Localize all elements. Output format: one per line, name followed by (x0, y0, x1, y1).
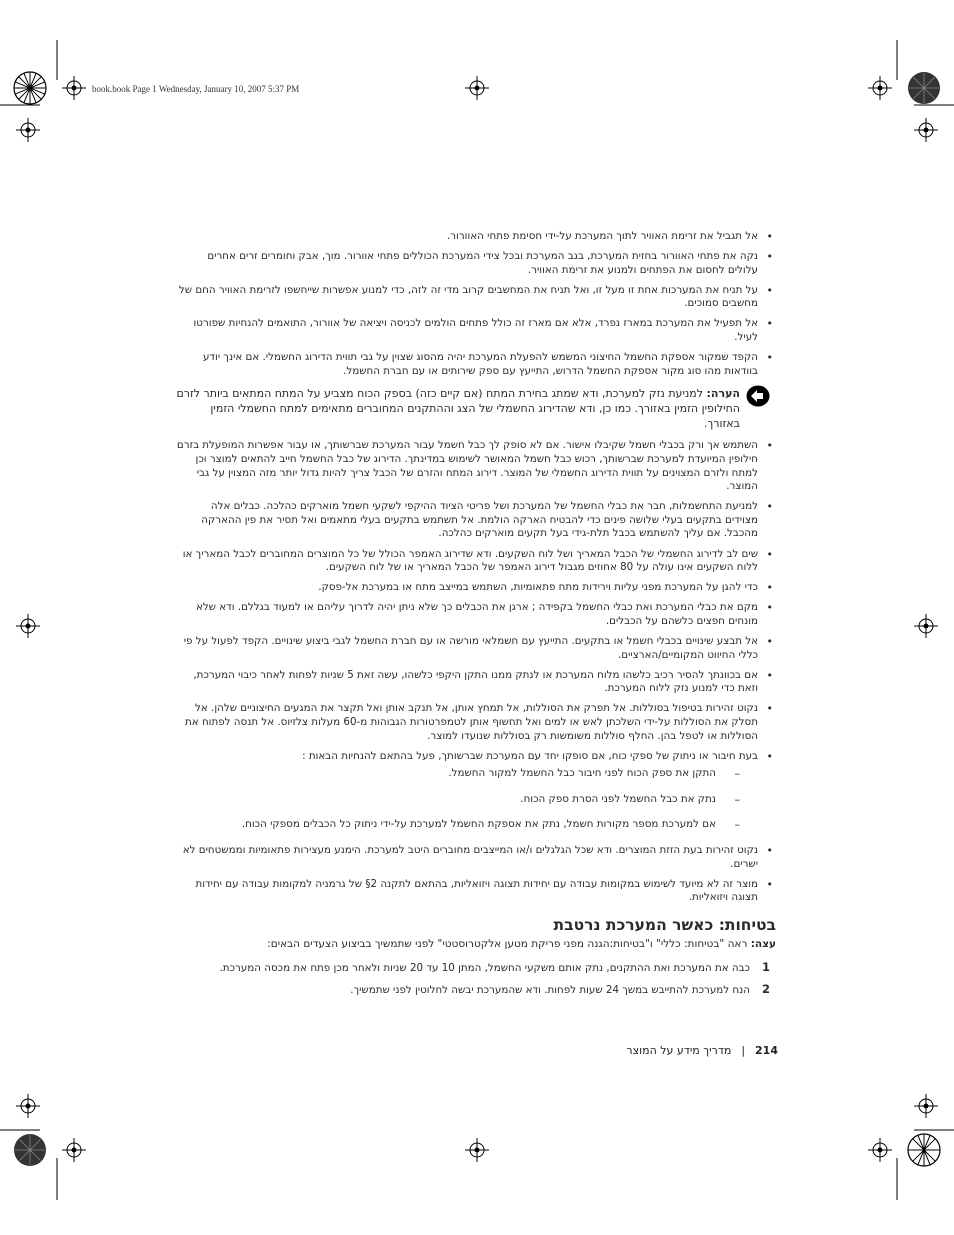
step-item (176, 962, 776, 976)
list-item: • שים לב לדירוג החשמלי של הכבל המאריך ושל לוח השקעים. ודא שדירוג האמפר הכולל של כל המוצרים המחוברים לכבל המאריך או ללוח השקעים אינו עולה על 80 אחוזים מגבול דירוג האמפר של הכבל המאריך או של לוח השקעים. (176, 548, 776, 575)
list-item: • השתמש אך ורק בכבלי חשמל שקיבלו אישור. אם לא סופק לך כבל חשמל עבור המערכת שברשותך, או עבור אפשרות המופעלת בזרם חילופין המיועדת למערכת שברשותך, רכוש כבל חשמל המאושר לשימוש במדינתך. הדירוג של כבל החשמל חייב להתאים למוצר וכן למתח ולזרם המצוינים על תווית הדירוג החשמלי של המוצר. דירוג המתח והזרם של הכבל צריך להיות גדול יותר מזה המצוין על גבי המוצר. (176, 439, 776, 493)
bullet-list-top (176, 230, 776, 378)
step-item (176, 981, 776, 998)
list-item-power-supplies (176, 750, 776, 832)
list-item: • למניעת התחשמלות, חבר את כבלי החשמל של המערכת ושל פריטי הציוד ההיקפי לשקעי חשמל מוארקים כהלכה. כבלים אלה מצוידים בתקעים בעלי שלושה פינים כדי להבטיח הארקה הולמת. אל תשתמש בתקעים בעלי מתאמים ואל תסיר את פין ההארקה מהכבל. אם עליך להשתמש בכבל תלת-גידי בעל תקעים מוארקים כהלכה. (176, 500, 776, 541)
list-item: • נקה את פתחי האוורור בחזית המערכת, בגב המערכת ובכל צידי המערכת הכוללים פתחי אוורור. מוך, אבק וחומרים זרים אחרים עלולים לחסום את הפתחים ולמנוע את זרימת האוויר. (176, 250, 776, 277)
list-item: • אל תפעיל את המערכת במארז נפרד, אלא אם מארז זה כולל פתחים הולמים לכניסה ויציאה של אוורור, התואמים להנחיות שפורטו לעיל. (176, 317, 776, 344)
section-title: בטיחות: כאשר המערכת נרטבת (553, 915, 776, 934)
page-content (176, 230, 776, 1005)
list-item: • מוצר זה לא מיועד לשימוש במקומות עבודה עם יחידות תצוגה ויזואליות, בהתאם לתקנה 2§ של גרמניה למקומות עבודה עם יחידות תצוגה ויזואליות. (176, 878, 776, 905)
step-text: כבה את המערכת ואת ההתקנים, נתק אותם משקעי החשמל, המתן 10 עד 20 שניות ולאחר מכן פתח את מכסה המערכת. (219, 962, 750, 975)
footer-separator: | (741, 1044, 746, 1057)
caution-block (176, 938, 776, 952)
note-hand-icon (746, 385, 770, 407)
page-footer (626, 1044, 778, 1057)
list-item: • נקוט זהירות בטיפול בסוללות. אל תפרק את הסוללות, אל תמחץ אותן, אל תנקב אותן ואל תקצר את המגעים החיצוניים שלהן. אל תסלק את הסוללות על-ידי השלכתן לאש או למים ואל תחשוף אותן לטמפרטורות הגבוהות מ-60 מעלות צלזיוס. אל תנסה לפתוח את הסוללות או לטפל בהן. החלף סוללות משומשות רק בסוללות שנועדו למוצר. (176, 702, 776, 743)
dash-item: – נתק את כבל החשמל לפני הסרת ספק הכוח. (176, 793, 758, 807)
list-item: • על תניח את המערכות אחת זו מעל זו, ואל תניח את המחשבים קרוב מדי זה לזה, כדי למנוע אפשרות שייחשפו לזרימת האוויר החם של מחשבים סמוכים. (176, 284, 776, 311)
dash-item: – אם למערכת מספר מקורות חשמל, נתק את אספקת החשמל למערכת על-ידי ניתוק כל הכבלים מספקי הכוח. (176, 818, 758, 832)
list-item: • מקם את כבלי המערכת ואת כבלי החשמל בקפידה ; ארגן את הכבלים כך שלא ניתן יהיה לדרוך עליהם או למעוד בגללם. ודא שלא מונחים חפצים כלשהם על הכבלים. (176, 601, 776, 628)
bullet-list-middle (176, 439, 776, 905)
footer-title: מדריך מידע על המוצר (626, 1044, 732, 1057)
list-item: • אל תגביל את זרימת האוויר לתוך המערכת על-ידי חסימת פתחי האוורור. (176, 230, 776, 244)
caution-label: עצה: (750, 938, 776, 951)
step-number: 1 (761, 960, 770, 975)
list-item: • כדי להגן על המערכת מפני עליות וירידות מתח פתאומיות, השתמש במייצב מתח או במערכת אל-פסק. (176, 581, 776, 595)
list-item: • אל תבצע שינויים בכבלי חשמל או בתקעים. התייעץ עם חשמלאי מורשה או עם חברת החשמל לגבי ביצוע שינויים. הקפד לפעול על פי כללי החיווט המקומיים/הארציים. (176, 635, 776, 662)
note-label: הערה: (706, 387, 740, 401)
dash-item: – התקן את ספק הכוח לפני חיבור כבל החשמל למקור החשמל. (176, 767, 758, 781)
page-number: 214 (755, 1044, 778, 1057)
caution-text: ראה "בטיחות: כללי" ו"בטיחות:הגנה מפני פריקת מטען אלקטרוסטטי" לפני שתמשיך בביצוע הצעדים הבאים: (267, 938, 748, 951)
list-item: • הקפד שמקור אספקת החשמל החיצוני המשמש להפעלת המערכת יהיה מהסוג שצוין על גבי תווית הדירוג החשמלי. אם אינך יודע בוודאות מהו סוג מקור אספקת החשמל הדרוש, התייעץ עם ספק שירותים או עם חברת החשמל. (176, 351, 776, 378)
steps-list (176, 962, 776, 997)
dash-sublist (176, 767, 758, 832)
list-item-text: בעת חיבור או ניתוק של ספקי כוח, אם סופקו יחד עם המערכת שברשותך, פעל בהתאם להנחיות הבאות : (302, 749, 758, 762)
step-number: 2 (761, 981, 770, 996)
note-block (176, 386, 776, 431)
step-text: הנח למערכת להתייבש במשך 24 שעות לפחות. ודא שהמערכת יבשה לחלוטין לפני שתמשיך. (350, 983, 750, 996)
print-header-file-info: book.book Page 1 Wednesday, January 10, 2007 5:37 PM (92, 84, 300, 94)
list-item: • נקוט זהירות בעת הזזת המוצרים. ודא שכל הגלגלים ו/או המייצבים מחוברים היטב למערכת. הימנע מעצירות פתאומיות וממשטחים לא ישרים. (176, 844, 776, 871)
note-text: למניעת נזק למערכת, ודא שמתג בחירת המתח (אם קיים כזה) בספק הכוח מצביע על המתח המתאים ביותר לזרם החילופין הזמין באזורך. כמו כן, ודא שהדירוג החשמלי של הצג וההתקנים המחוברים מתאימים למתח החשמלי הזמין באזורך. (176, 387, 740, 431)
list-item: • אם בכוונתך להסיר רכיב כלשהו מלוח המערכת או לנתק ממנו התקן היקפי כלשהו, עשה זאת 5 שניות לפחות לאחר כיבוי המערכת, וזאת כדי למנוע נזק ללוח המערכת. (176, 669, 776, 696)
